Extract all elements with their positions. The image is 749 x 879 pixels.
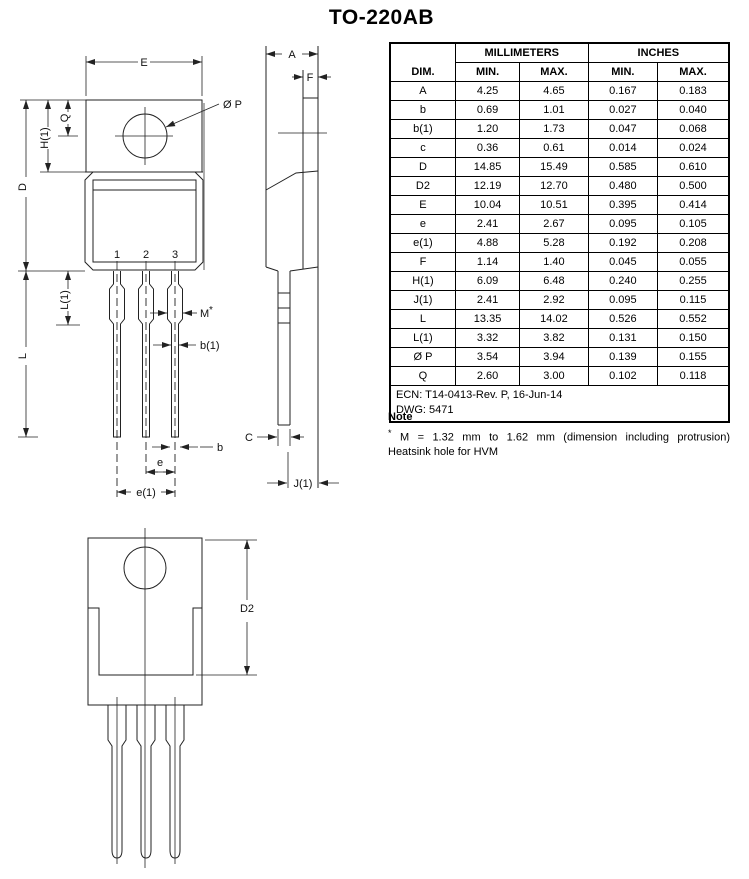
- cell: 6.09: [455, 272, 519, 291]
- col-header-mm-max: MAX.: [520, 63, 588, 82]
- pin-number-1: 1: [113, 249, 121, 261]
- cell: 0.552: [658, 310, 729, 329]
- table-row: [390, 139, 729, 158]
- side-view-outline: [266, 46, 327, 488]
- dim-label-c: C: [245, 432, 253, 444]
- front-view: [17, 56, 242, 499]
- dimensions-table: [389, 42, 730, 423]
- cell: 0.36: [455, 139, 519, 158]
- cell: 0.131: [588, 329, 657, 348]
- cell: 2.67: [520, 215, 588, 234]
- cell: 0.040: [658, 101, 729, 120]
- dim-label-l: L: [17, 352, 29, 360]
- dim-label-j1: J(1): [293, 478, 313, 490]
- dim-label-b: b: [217, 442, 224, 454]
- cell: 14.85: [455, 158, 519, 177]
- cell: 0.118: [658, 367, 729, 386]
- cell: 0.150: [658, 329, 729, 348]
- cell: 0.192: [588, 234, 657, 253]
- back-view-leads: [108, 697, 184, 864]
- cell: 6.48: [520, 272, 588, 291]
- back-view-outline: [88, 528, 202, 868]
- dim-label-q: Q: [59, 113, 71, 123]
- table-row: [390, 177, 729, 196]
- cell-dim: e(1): [390, 234, 455, 253]
- dim-label-d2: D2: [239, 603, 255, 615]
- side-view: [245, 46, 339, 490]
- cell: 0.095: [588, 215, 657, 234]
- group-header-millimeters: MILLIMETERS: [455, 43, 588, 63]
- table-row: [390, 120, 729, 139]
- cell: 2.60: [455, 367, 519, 386]
- dim-label-d: D: [17, 183, 29, 191]
- cell: 13.35: [455, 310, 519, 329]
- table-row: [390, 101, 729, 120]
- note-line-1: * M = 1.32 mm to 1.62 mm (dimension including protrusion): [388, 428, 730, 444]
- dim-label-e-width: E: [140, 57, 148, 69]
- cell: 3.32: [455, 329, 519, 348]
- cell: 1.01: [520, 101, 588, 120]
- cell: 0.027: [588, 101, 657, 120]
- cell: 4.25: [455, 82, 519, 101]
- cell-dim: b: [390, 101, 455, 120]
- cell: 0.105: [658, 215, 729, 234]
- table-row: [390, 196, 729, 215]
- cell: 3.82: [520, 329, 588, 348]
- page-title: TO-220AB: [328, 6, 435, 29]
- note-line-2: Heatsink hole for HVM: [388, 445, 499, 458]
- ecn-line: ECN: T14-0413-Rev. P, 16-Jun-14: [396, 389, 563, 401]
- cell: 0.69: [455, 101, 519, 120]
- cell: 12.19: [455, 177, 519, 196]
- cell: 0.500: [658, 177, 729, 196]
- dim-label-a: A: [288, 49, 296, 61]
- col-header-in-min: MIN.: [588, 63, 657, 82]
- dim-label-m-star: *: [209, 305, 213, 316]
- cell-dim: L: [390, 310, 455, 329]
- cell: 12.70: [520, 177, 588, 196]
- cell: 0.183: [658, 82, 729, 101]
- cell-dim: e: [390, 215, 455, 234]
- cell: 0.024: [658, 139, 729, 158]
- cell-dim: Ø P: [390, 348, 455, 367]
- table-row: [390, 215, 729, 234]
- cell-dim: A: [390, 82, 455, 101]
- cell: 1.14: [455, 253, 519, 272]
- cell: 0.255: [658, 272, 729, 291]
- cell: 0.526: [588, 310, 657, 329]
- cell: 0.045: [588, 253, 657, 272]
- table-row: [390, 158, 729, 177]
- cell: 0.139: [588, 348, 657, 367]
- cell: 15.49: [520, 158, 588, 177]
- cell-dim: b(1): [390, 120, 455, 139]
- table-row: [390, 82, 729, 101]
- col-header-mm-min: MIN.: [455, 63, 519, 82]
- cell: 0.102: [588, 367, 657, 386]
- front-view-dimensions: [17, 56, 242, 499]
- group-header-inches: INCHES: [588, 43, 729, 63]
- dim-label-e-pitch: e: [156, 457, 164, 469]
- cell: 4.88: [455, 234, 519, 253]
- cell: 0.585: [588, 158, 657, 177]
- cell: 3.94: [520, 348, 588, 367]
- front-view-outline: [58, 100, 204, 270]
- cell: 0.047: [588, 120, 657, 139]
- cell: 5.28: [520, 234, 588, 253]
- cell: 10.51: [520, 196, 588, 215]
- table-row: [390, 348, 729, 367]
- cell: 2.41: [455, 215, 519, 234]
- cell: 0.095: [588, 291, 657, 310]
- dim-label-e1: e(1): [136, 487, 156, 499]
- dim-label-h1: H(1): [39, 127, 51, 149]
- table-row: [390, 253, 729, 272]
- back-view-dimensions: [196, 540, 257, 675]
- table-row: [390, 310, 729, 329]
- cell: 14.02: [520, 310, 588, 329]
- back-view: [88, 528, 257, 868]
- pin-number-2: 2: [142, 249, 150, 261]
- cell-dim: Q: [390, 367, 455, 386]
- cell: 0.068: [658, 120, 729, 139]
- col-header-in-max: MAX.: [658, 63, 729, 82]
- cell: 0.610: [658, 158, 729, 177]
- table-row: [390, 291, 729, 310]
- note-block: [388, 410, 730, 459]
- cell: 0.014: [588, 139, 657, 158]
- pin-number-3: 3: [171, 249, 179, 261]
- table-header-row: [390, 43, 729, 63]
- cell-dim: c: [390, 139, 455, 158]
- cell-dim: D: [390, 158, 455, 177]
- cell: 0.414: [658, 196, 729, 215]
- cell: 0.115: [658, 291, 729, 310]
- cell: 0.208: [658, 234, 729, 253]
- cell-dim: D2: [390, 177, 455, 196]
- cell: 0.055: [658, 253, 729, 272]
- table-row: [390, 234, 729, 253]
- cell: 4.65: [520, 82, 588, 101]
- dim-label-b1: b(1): [200, 340, 220, 352]
- cell: 1.20: [455, 120, 519, 139]
- cell-dim: J(1): [390, 291, 455, 310]
- note-star: *: [388, 428, 392, 438]
- cell: 10.04: [455, 196, 519, 215]
- cell-dim: H(1): [390, 272, 455, 291]
- cell: 0.167: [588, 82, 657, 101]
- table-row: [390, 329, 729, 348]
- front-view-leads: [110, 249, 183, 497]
- cell-dim: L(1): [390, 329, 455, 348]
- dim-label-m: M: [200, 308, 210, 320]
- cell: 2.92: [520, 291, 588, 310]
- table-row: [390, 367, 729, 386]
- note-heading: Note: [388, 411, 413, 423]
- table-row: [390, 272, 729, 291]
- dwg-line: DWG: 5471: [396, 404, 454, 416]
- cell: 0.155: [658, 348, 729, 367]
- dim-label-l1: L(1): [59, 290, 71, 310]
- cell: 2.41: [455, 291, 519, 310]
- cell: 0.480: [588, 177, 657, 196]
- col-header-dim: DIM.: [390, 43, 455, 82]
- dim-label-f: F: [306, 72, 314, 84]
- cell: 0.395: [588, 196, 657, 215]
- cell: 3.00: [520, 367, 588, 386]
- cell-dim: F: [390, 253, 455, 272]
- cell: 1.40: [520, 253, 588, 272]
- cell: 1.73: [520, 120, 588, 139]
- cell: 3.54: [455, 348, 519, 367]
- dim-label-hole-diameter: Ø P: [223, 99, 242, 111]
- cell: 0.240: [588, 272, 657, 291]
- cell: 0.61: [520, 139, 588, 158]
- side-view-dimensions: [245, 49, 339, 490]
- cell-dim: E: [390, 196, 455, 215]
